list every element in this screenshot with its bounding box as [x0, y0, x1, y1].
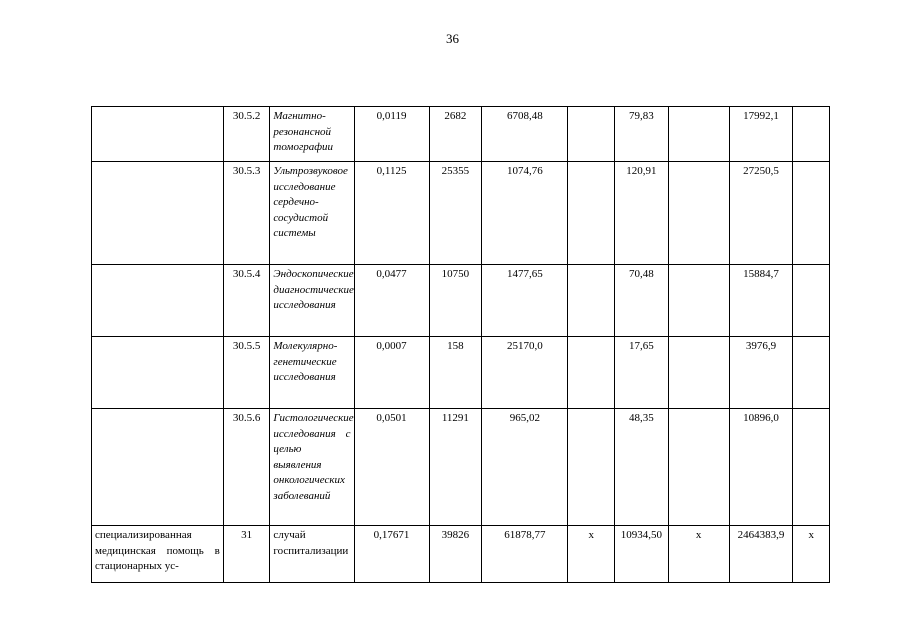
cell-col9: [793, 265, 830, 337]
cell-volume: 39826: [429, 526, 482, 583]
cell-col6: 70,48: [615, 265, 669, 337]
cell-volume: 11291: [429, 409, 482, 526]
cell-name: специализированная медицинская помощь в стационарных ус-: [92, 526, 224, 583]
cell-name: [92, 409, 224, 526]
cell-unit: случай госпитализации: [270, 526, 354, 583]
cell-code: 30.5.4: [223, 265, 270, 337]
cell-col7: [668, 162, 729, 265]
cell-norm: 0,0119: [354, 107, 429, 162]
cell-unit: Эндоскопические диагностические исследования: [270, 265, 354, 337]
cell-col5: [568, 409, 615, 526]
cell-col6: 120,91: [615, 162, 669, 265]
cell-volume: 158: [429, 337, 482, 409]
cell-col9: x: [793, 526, 830, 583]
cell-unit: Молекулярно-генетические исследования: [270, 337, 354, 409]
cell-code: 30.5.6: [223, 409, 270, 526]
cell-col6: 10934,50: [615, 526, 669, 583]
page-number: 36: [446, 31, 459, 46]
cell-norm: 0,0501: [354, 409, 429, 526]
cell-volume: 2682: [429, 107, 482, 162]
table-row: [92, 409, 830, 526]
cell-unit: Ультрозвуковое исследование сердечно-сосудистой системы: [270, 162, 354, 265]
cell-name: [92, 265, 224, 337]
cell-name: [92, 162, 224, 265]
cell-col8: 2464383,9: [729, 526, 793, 583]
cell-col7: [668, 409, 729, 526]
cell-code: 30.5.5: [223, 337, 270, 409]
cell-cost: 61878,77: [482, 526, 568, 583]
cell-col6: 17,65: [615, 337, 669, 409]
cell-cost: 6708,48: [482, 107, 568, 162]
cell-col8: 17992,1: [729, 107, 793, 162]
cell-unit: Магнитно-резонансной томографии: [270, 107, 354, 162]
cell-cost: 1477,65: [482, 265, 568, 337]
cell-volume: 25355: [429, 162, 482, 265]
cell-col7: [668, 337, 729, 409]
data-table: [91, 106, 830, 583]
cell-cost: 1074,76: [482, 162, 568, 265]
cell-code: 30.5.2: [223, 107, 270, 162]
cell-norm: 0,17671: [354, 526, 429, 583]
table-row: [92, 265, 830, 337]
cell-name: [92, 107, 224, 162]
cell-col7: [668, 265, 729, 337]
cell-col9: [793, 162, 830, 265]
cell-norm: 0,0477: [354, 265, 429, 337]
cell-col6: 48,35: [615, 409, 669, 526]
table-row: [92, 107, 830, 162]
cell-col5: [568, 162, 615, 265]
cell-col8: 27250,5: [729, 162, 793, 265]
cell-name: [92, 337, 224, 409]
cell-col5: [568, 337, 615, 409]
cell-col8: 3976,9: [729, 337, 793, 409]
cell-norm: 0,1125: [354, 162, 429, 265]
cell-cost: 965,02: [482, 409, 568, 526]
cell-col9: [793, 337, 830, 409]
cell-col6: 79,83: [615, 107, 669, 162]
cell-col8: 15884,7: [729, 265, 793, 337]
cell-code: 30.5.3: [223, 162, 270, 265]
table-row: [92, 526, 830, 583]
cell-code: 31: [223, 526, 270, 583]
cell-col9: [793, 107, 830, 162]
cell-col5: x: [568, 526, 615, 583]
cell-col7: x: [668, 526, 729, 583]
cell-col7: [668, 107, 729, 162]
cell-volume: 10750: [429, 265, 482, 337]
cell-unit: Гистологические исследования с целью выявления онкологических заболеваний: [270, 409, 354, 526]
cell-norm: 0,0007: [354, 337, 429, 409]
cell-col9: [793, 409, 830, 526]
cell-col5: [568, 265, 615, 337]
table-row: [92, 162, 830, 265]
table-row: [92, 337, 830, 409]
cell-col5: [568, 107, 615, 162]
cell-cost: 25170,0: [482, 337, 568, 409]
cell-col8: 10896,0: [729, 409, 793, 526]
